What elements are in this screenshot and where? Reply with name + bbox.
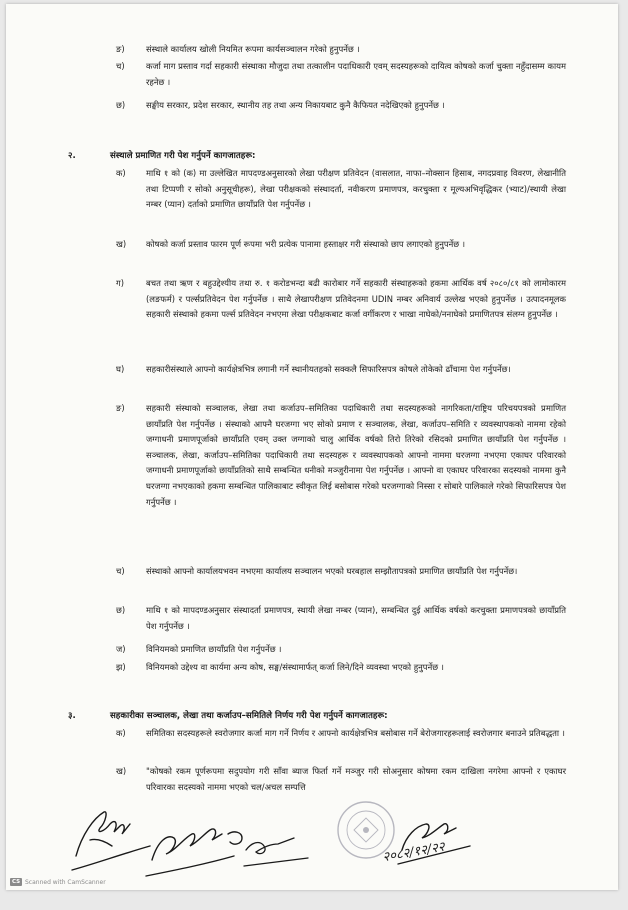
section-number: २.	[68, 151, 76, 161]
item-marker: झ)	[116, 662, 126, 672]
list-item: सहकारी संस्थाको सञ्चालक, लेखा तथा कर्जाउप–समितिका पदाधिकारी तथा सदस्यहरूको नागरिकता/राष्ट्रिय परिचयपत्रको प्रमाणित छायाँप्रति पेश गर्नुपर्नेछ । संस्थाको आफ्नै घरजग्गा भए सोको प्रमाण र सञ्चालक, लेखा, कर्जाउप–समिति र व्यवस्थापकको नाममा रहेको जग्गाधनी प्रमाणपूर्जाको छायाँप्रति एवम् उक्त जग्गाको चालु आर्थिक वर्षको तिरो तिरेको रसिदको प्रमाणित छायाँप्रति पेश गर्नुपर्नेछ । सञ्चालक, लेखा, कर्जाउप–समितिका पदाधिकारी तथा सदस्यहरू र व्यवस्थापकको आफ्नो नाममा घरजग्गा नभएमा एकाघर परिवारको जग्गाधनी प्रमाणपूर्जाको छायाँप्रतिको साथै सम्बन्धित धनीको मञ्जुरीनामा पेश गर्नुपर्नेछ । आफ्नो वा एकाघर परिवारका सदस्यको नाममा कुनै घरजग्गा नभएकाको हकमा सम्बन्धित पालिकाबाट स्वीकृत लिई बसोबास गरेको घरजग्गाको निस्सा र सोबारे पालिकाले गरेको सिफारिसपत्र पेश गर्नुपर्नेछ ।	[146, 403, 566, 507]
list-item: समितिका सदस्यहरूले स्वरोजगार कर्जा माग गर्ने निर्णय र आफ्नो कार्यक्षेत्रभित्र बसोबास गर्ने बेरोजगारहरूलाई स्वरोजगार बनाउने प्रतिबद्धता ।	[146, 728, 565, 738]
item-marker: ङ)	[116, 44, 125, 54]
item-marker: ङ)	[116, 403, 125, 413]
item-marker: घ)	[116, 364, 125, 374]
list-item: विनियमको उद्देश्य वा कार्यमा अन्य कोष, सङ्घ/संस्थामार्फत् कर्जा लिने/दिने व्यवस्था भएको हुनुपर्नेछ ।	[146, 662, 444, 672]
item-marker: क)	[116, 728, 126, 738]
item-marker: ज)	[116, 644, 126, 654]
section-heading: सहकारीका सञ्चालक, लेखा तथा कर्जाउप–समितिले निर्णय गरी पेश गर्नुपर्ने कागजातहरू:	[110, 711, 388, 721]
list-item: कोषको कर्जा प्रस्ताव फारम पूर्ण रूपमा भरी प्रत्येक पानामा हस्ताक्षर गरी संस्थाको छाप लगाएको हुनुपर्नेछ ।	[146, 239, 466, 249]
item-marker: च)	[116, 61, 125, 71]
scanner-watermark	[10, 878, 106, 886]
item-marker: ग)	[116, 278, 124, 288]
list-item: बचत तथा ऋण र बहुउद्देश्यीय तथा रु. १ करोडभन्दा बढी कारोबार गर्ने सहकारी संस्थाहरूको हकमा आर्थिक वर्ष २०८०/८१ को लामोकारम (लङफर्म) र पर्ल्सप्रतिवेदन पेश गर्नुपर्नेछ । साथै लेखापरीक्षण प्रतिवेदनमा UDIN नम्बर अनिवार्य उल्लेख भएको हुनुपर्नेछ । उत्पादनमूलक सहकारी संस्थाको हकमा पर्ल्स प्रतिवेदन नभएमा लेखा परीक्षकबाट कर्जा वर्गीकरण र भाखा नाघेको/ननाघेको प्रमाणितपत्र संलग्न हुनुपर्नेछ ।	[146, 278, 566, 320]
item-marker: छ)	[116, 605, 126, 615]
item-marker: ख)	[116, 239, 127, 249]
list-item: संस्थाले कार्यालय खोली नियमित रूपमा कार्यसञ्चालन गरेको हुनुपर्नेछ ।	[146, 44, 360, 54]
item-marker: क)	[116, 168, 126, 178]
list-item: माथि १ को मापदण्डअनुसार संस्थादर्ता प्रमाणपत्र, स्थायी लेखा नम्बर (प्यान), सम्बन्धित दुई आर्थिक वर्षको करचुक्ता प्रमाणपत्रको छायाँप्रति पेश गर्नुपर्नेछ ।	[146, 605, 566, 631]
camscanner-icon: CS	[11, 879, 21, 885]
list-item: माथि १ को (क) मा उल्लेखित मापदण्डअनुसारको लेखा परीक्षण प्रतिवेदन (वासलात, नाफा–नोक्सान हिसाब, नगदप्रवाह विवरण, लेखानीति तथा टिप्पणी र सोको अनुसूचीहरू), लेखा परीक्षकको संस्थादर्ता, नवीकरण प्रमाणपत्र, करचुक्ता र मूल्यअभिवृद्धिकर (भ्याट)/स्थायी लेखा नम्बर (प्यान) दर्ताको प्रमाणित छायाँप्रति पेश गर्नुपर्नेछ ।	[146, 168, 566, 210]
scanner-text: Scanned with CamScanner	[25, 878, 106, 886]
list-item: कर्जा माग प्रस्ताव गर्दा सहकारी संस्थाका मौजुदा तथा तत्कालीन पदाधिकारी एवम् सदस्यहरूको दायित्व कोषको कर्जा चुक्ता नहुँदासम्म कायम रहनेछ ।	[146, 61, 566, 87]
item-marker: छ)	[116, 100, 126, 110]
list-item: "कोषको रकम पूर्णरूपमा सदुपयोग गरी साँवा ब्याज फिर्ता गर्ने मञ्जुर गरी सोअनुसार कोषमा रकम दाखिला नगरेमा आफ्नो र एकाघर परिवारका सदस्यको नाममा भएको चल/अचल सम्पत्ति	[146, 766, 566, 792]
item-marker: च)	[116, 566, 125, 576]
list-item: विनियमको प्रमाणित छायाँप्रति पेश गर्नुपर्नेछ ।	[146, 644, 282, 654]
handwritten-date: २०८२/१२/२२	[381, 839, 446, 866]
signature-2	[146, 829, 242, 876]
document-page	[6, 4, 618, 890]
handwritten-mark	[244, 838, 308, 866]
list-item: सहकारीसंस्थाले आफ्नो कार्यक्षेत्रभित्र लगानी गर्ने स्थानीयतहको सक्कलै सिफारिसपत्र कोषले तोकेको ढाँचामा पेश गर्नुपर्नेछ।	[146, 364, 511, 374]
list-item: सङ्घीय सरकार, प्रदेश सरकार, स्थानीय तह तथा अन्य निकायबाट कुनै कैफियत नदेखिएको हुनुपर्नेछ ।	[146, 100, 445, 110]
signature-1	[72, 812, 150, 870]
item-marker: ख)	[116, 766, 127, 776]
section-number: ३.	[68, 711, 76, 721]
section-heading: संस्थाले प्रमाणित गरी पेश गर्नुपर्ने कागजातहरू:	[110, 151, 256, 161]
signatures-area	[46, 794, 606, 890]
list-item: संस्थाको आफ्नो कार्यालयभवन नभएमा कार्यालय सञ्चालन भएको घरबहाल सम्झौतापत्रको प्रमाणित छायाँप्रति पेश गर्नुपर्नेछ।	[146, 566, 518, 576]
